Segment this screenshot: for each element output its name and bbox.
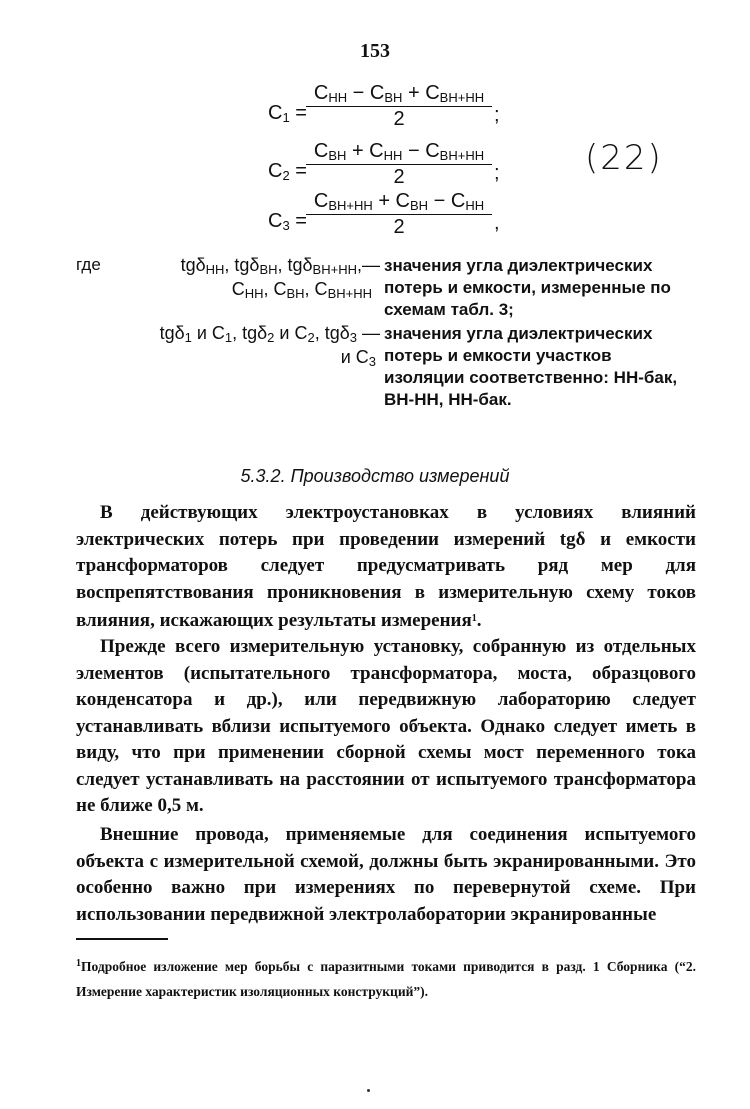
- paragraph-1-text: В действующих электроустановках в условиях влияний электрических потерь при проведении измерений tgδ и емкости трансформаторов следует предусматривать ряд мер для воспрепятствования проникновения в измерительную схему токов влияния, искажающих результаты измерения: [76, 502, 696, 631]
- fraction-bar: [306, 164, 492, 165]
- numerator: $C_{НН} - C_{ВН} + C_{ВН+НН}$: [313, 82, 485, 105]
- def2-symbols-line2: и $C_3$: [340, 347, 376, 369]
- denominator: 2: [393, 216, 405, 238]
- fraction-bar: [306, 214, 492, 215]
- paragraph-3: Внешние провода, применяемые для соединения испытуемого объекта с измерительной схемой, должны быть экранированными. Это особенно важно при измерениях по перевернутой схеме. При использовании передвижной электролаборатории экранированные: [76, 824, 696, 925]
- footnote-text: Подробное изложение мер борьбы с паразитными токами приводится в разд. 1 Сборника (“2. Измерение характеристик изоляционных конструкций”).: [76, 959, 696, 999]
- punctuation: ,: [494, 212, 500, 234]
- scan-speck: [367, 1089, 370, 1092]
- paragraph-1-end: .: [476, 610, 482, 631]
- page-number: 153: [360, 40, 390, 62]
- numerator: $C_{ВН} + C_{НН} - C_{ВН+НН}$: [313, 140, 485, 163]
- fraction: [306, 190, 492, 239]
- paragraph-2: Прежде всего измерительную установку, собранную из отдельных элементов (испытательного трансформатора, моста, образцового конденсатора и др.), или передвижную лабораторию следует устанавливать вблизи испытуемого объекта. Однако следует иметь в виду, что при применении сборной схемы мост переменного тока следует устанавливать на расстоянии от испытуемого трансформатора не ближе 0,5 м.: [76, 636, 696, 816]
- numerator: $C_{ВН+НН} + C_{ВН} - C_{НН}$: [313, 190, 485, 213]
- fraction: [306, 140, 492, 189]
- fraction-bar: [306, 106, 492, 107]
- def2-symbols-line1: tgδ$_1$ и $C_1$, tgδ$_2$ и $C_2$, tgδ$_3$ —: [159, 323, 380, 345]
- denominator: 2: [393, 108, 405, 130]
- section-heading: 5.3.2. Производство измерений: [240, 466, 510, 486]
- footnote-reference: 1: [471, 613, 477, 624]
- def1-symbols-line1: tgδ$_{НН}$, tgδ$_{ВН}$, tgδ$_{ВН+НН}$,—: [180, 255, 380, 277]
- where-label: где: [76, 255, 101, 274]
- footnote-mark: 1: [76, 958, 81, 969]
- footnote-divider: [76, 938, 168, 940]
- formula-lhs: $C_3$ =: [268, 210, 307, 233]
- formula-lhs: $C_2$ =: [268, 160, 307, 183]
- footnote: [76, 951, 696, 1004]
- denominator: 2: [393, 166, 405, 188]
- fraction: [306, 82, 492, 131]
- formula-lhs: $C_1$ =: [268, 102, 307, 125]
- equation-number: (22): [585, 138, 663, 178]
- paragraph-1: [76, 500, 696, 635]
- punctuation: ;: [494, 162, 500, 184]
- def1-description: значения угла диэлектрических потерь и емкости, измеренные по схемам табл. 3;: [384, 256, 671, 319]
- punctuation: ;: [494, 104, 500, 126]
- def2-description: значения угла диэлектрических потерь и емкости участков изоляции соответственно: НН-бак, ВН-НН, НН-бак.: [384, 324, 678, 409]
- def1-symbols-line2: $C_{НН}$, $C_{ВН}$, $C_{ВН+НН}$: [231, 279, 372, 301]
